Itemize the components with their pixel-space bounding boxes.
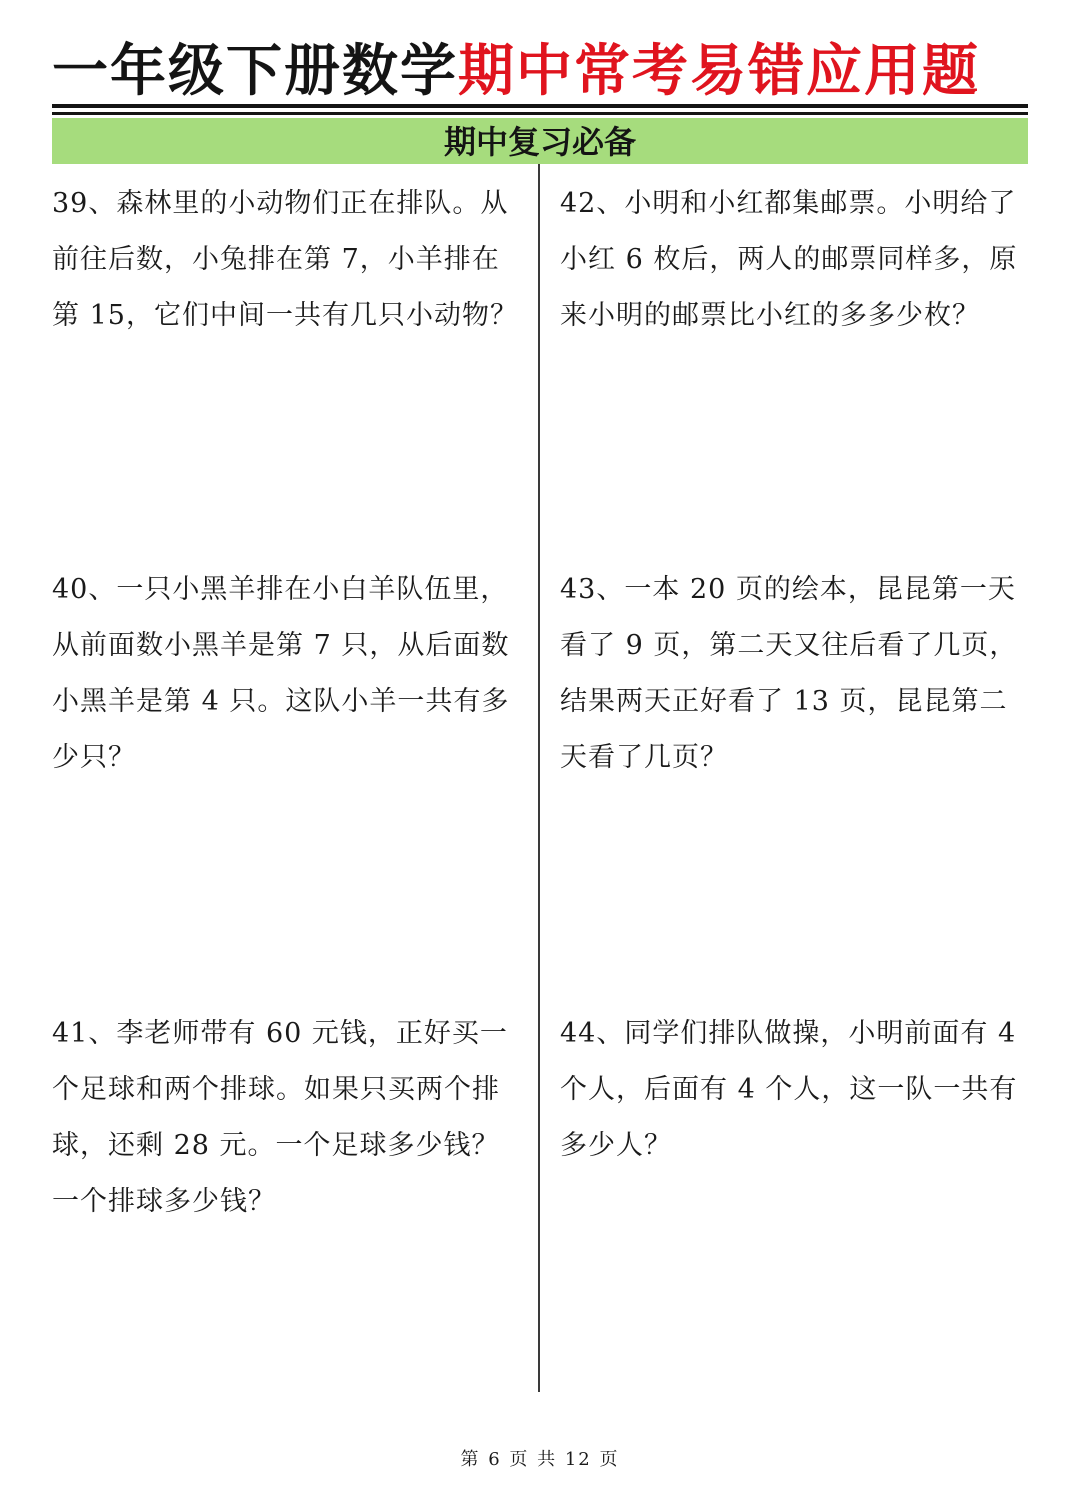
page-number: 第 6 页 共 12 页 <box>460 1449 620 1470</box>
question-39: 39、森林里的小动物们正在排队。从前往后数，小兔排在第 7，小羊排在第 15，它们中间一共有几只小动物？ <box>52 188 518 331</box>
question-44: 44、同学们排队做操，小明前面有 4 个人，后面有 4 个人，这一队一共有多少人？ <box>560 1018 1018 1161</box>
title-black-part: 一年级下册数学 <box>52 39 458 104</box>
subtitle-banner: 期中复习必备 <box>52 118 1028 164</box>
question-42: 42、小明和小红都集邮票。小明给了小红 6 枚后，两人的邮票同样多，原来小明的邮票比小红的多多少枚？ <box>560 188 1018 331</box>
title-red-part: 期中常考易错应用题 <box>458 39 980 104</box>
question-41: 41、李老师带有 60 元钱，正好买一个足球和两个排球。如果只买两个排球，还剩 28 元。一个足球多少钱？一个排球多少钱？ <box>52 1018 508 1217</box>
column-divider <box>538 164 540 1392</box>
title-rule-thick <box>52 104 1028 108</box>
question-40: 40、一只小黑羊排在小白羊队伍里，从前面数小黑羊是第 7 只，从后面数小黑羊是第 4 只。这队小羊一共有多少只？ <box>52 574 510 773</box>
title-rule-thin <box>52 112 1028 115</box>
question-43: 43、一本 20 页的绘本，昆昆第一天看了 9 页，第二天又往后看了几页，结果两天正好看了 13 页，昆昆第二天看了几页？ <box>560 574 1018 773</box>
page-title <box>52 36 1032 108</box>
